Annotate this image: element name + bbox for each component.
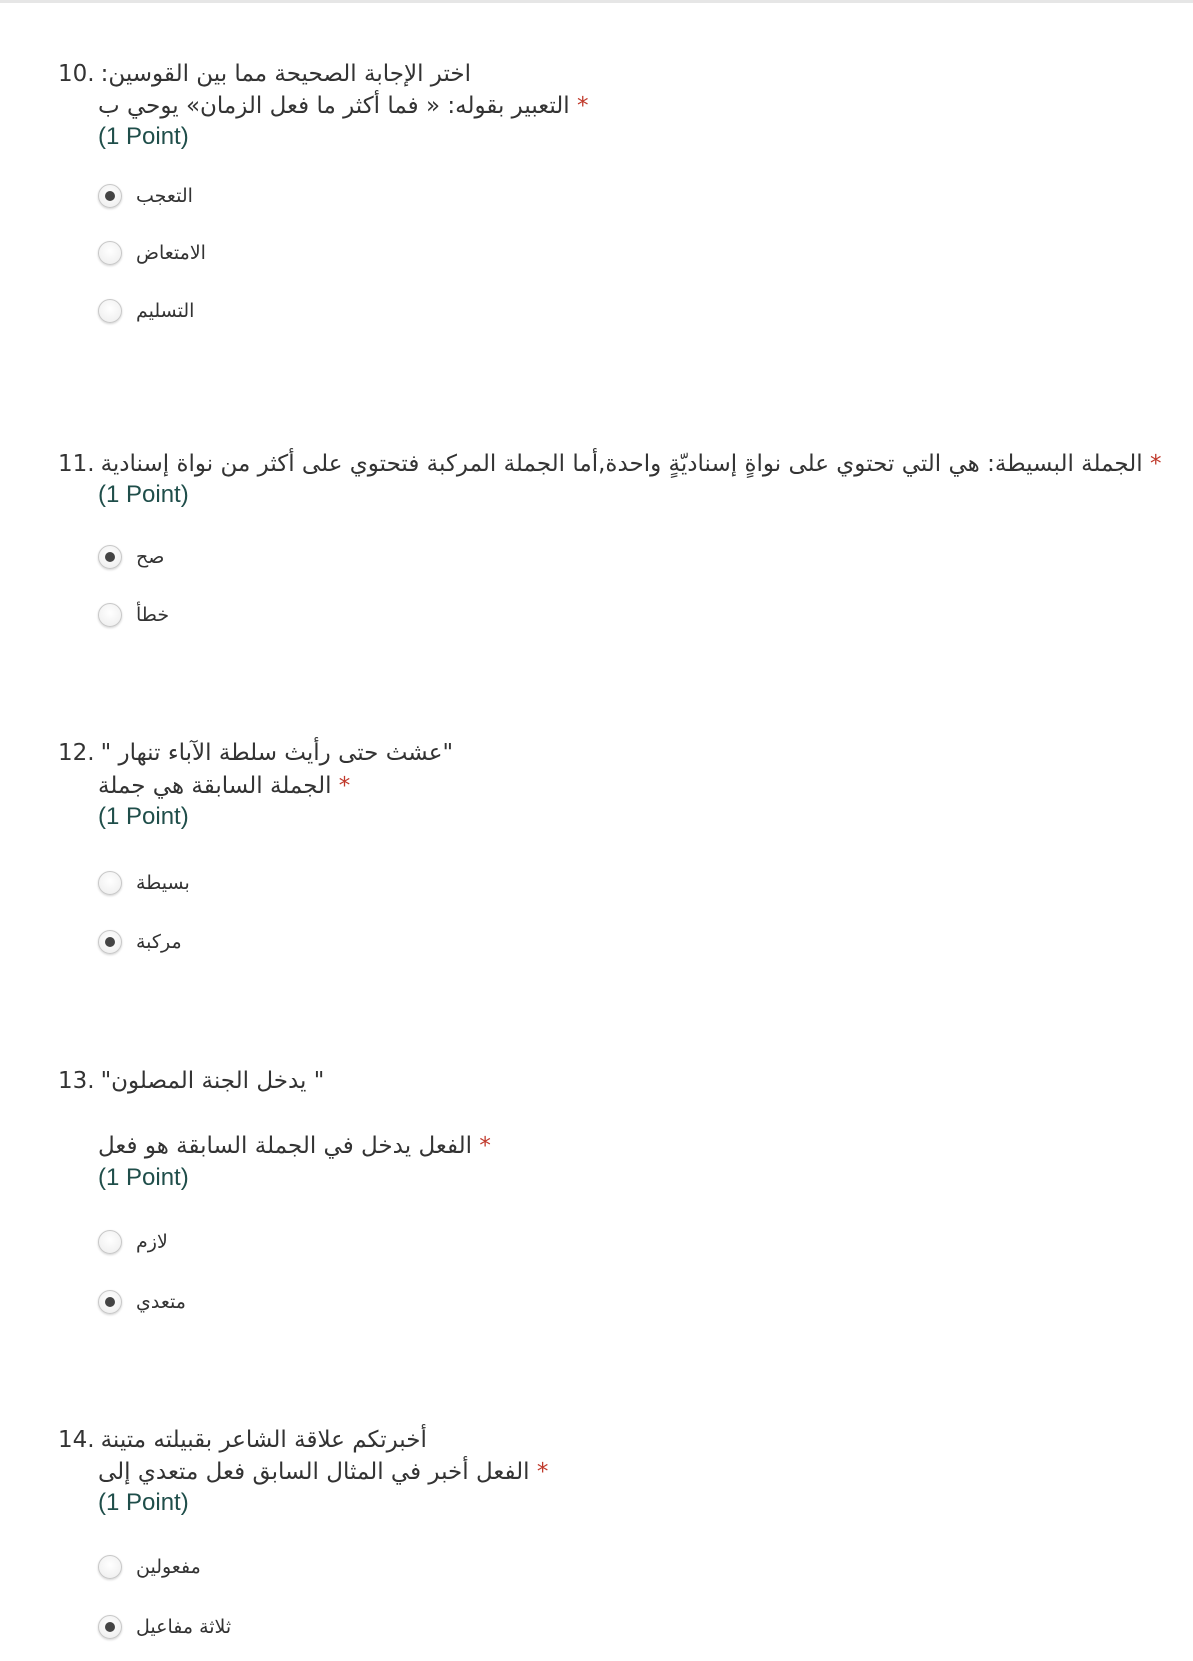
radio-button-checked[interactable] — [98, 930, 122, 954]
option-q10-2[interactable] — [98, 238, 206, 268]
required-mark: * — [536, 1459, 549, 1485]
option-q13-1[interactable] — [98, 1227, 168, 1257]
question-subtext: الفعل يدخل في الجملة السابقة هو فعل — [98, 1133, 472, 1159]
question-title — [58, 1065, 324, 1097]
radio-button[interactable] — [98, 1230, 122, 1254]
question-text: الجملة البسيطة: هي التي تحتوي على نواةٍ إسناديّةٍ واحدة,أما الجملة المركبة فتحتوي على أكثر من نواة إسنادية — [100, 451, 1143, 477]
question-subtext: الفعل أخبر في المثال السابق فعل متعدي إلى — [98, 1459, 530, 1485]
top-divider — [0, 0, 1193, 3]
radio-button-checked[interactable] — [98, 184, 122, 208]
question-title — [58, 1424, 427, 1456]
option-label: مركبة — [136, 931, 182, 953]
option-q11-2[interactable] — [98, 600, 169, 630]
points-label: (1 Point) — [98, 481, 189, 508]
question-number: 10. — [58, 61, 95, 87]
radio-button[interactable] — [98, 603, 122, 627]
question-text: اختر الإجابة الصحيحة مما بين القوسين: — [100, 61, 472, 87]
question-subtext-line — [98, 90, 589, 122]
required-mark: * — [577, 93, 589, 119]
points-label: (1 Point) — [98, 1164, 189, 1191]
option-q12-1[interactable] — [98, 868, 190, 898]
question-subtext-line — [98, 1456, 548, 1488]
question-text: "عشث حتى رأيث سلطة الآباء تنهار " — [100, 740, 454, 766]
option-label: الامتعاض — [136, 242, 206, 264]
question-subtext: التعبير بقوله: « فما أكثر ما فعل الزمان» يوحي ب — [98, 93, 570, 119]
option-q10-1[interactable] — [98, 181, 193, 211]
option-label: التسليم — [136, 300, 195, 322]
option-label: متعدي — [136, 1291, 186, 1313]
option-q14-1[interactable] — [98, 1552, 201, 1582]
radio-button[interactable] — [98, 871, 122, 895]
points-label: (1 Point) — [98, 803, 189, 830]
question-title — [58, 448, 1161, 480]
required-mark: * — [479, 1133, 491, 1159]
question-number: 14. — [58, 1427, 95, 1453]
radio-button-checked[interactable] — [98, 545, 122, 569]
option-label: خطأ — [136, 604, 170, 626]
question-subtext-line — [98, 1130, 491, 1162]
option-q10-3[interactable] — [98, 296, 194, 326]
question-subtext: الجملة السابقة هي جملة — [98, 773, 332, 799]
option-label: صح — [136, 546, 165, 568]
option-label: مفعولين — [136, 1556, 201, 1578]
question-text: أخبرتكم علاقة الشاعر بقبيلته متينة — [100, 1427, 427, 1453]
radio-button-checked[interactable] — [98, 1615, 122, 1639]
option-q11-1[interactable] — [98, 542, 164, 572]
option-q12-2[interactable] — [98, 927, 182, 957]
question-number: 13. — [58, 1068, 95, 1094]
option-label: لازم — [136, 1231, 168, 1253]
points-label: (1 Point) — [98, 1489, 189, 1516]
required-mark: * — [1149, 451, 1162, 477]
question-title — [58, 737, 453, 769]
question-number: 11. — [58, 451, 95, 477]
question-title — [58, 58, 471, 90]
option-q14-2[interactable] — [98, 1612, 231, 1642]
radio-button[interactable] — [98, 299, 122, 323]
points-label: (1 Point) — [98, 123, 189, 150]
question-text: " يدخل الجنة المصلون" — [100, 1068, 325, 1094]
radio-button-checked[interactable] — [98, 1290, 122, 1314]
question-subtext-line — [98, 770, 350, 802]
option-label: بسيطة — [136, 872, 190, 894]
question-number: 12. — [58, 740, 95, 766]
question-text-line — [101, 451, 1162, 477]
radio-button[interactable] — [98, 241, 122, 265]
required-mark: * — [338, 773, 351, 799]
radio-button[interactable] — [98, 1555, 122, 1579]
option-label: التعجب — [136, 185, 193, 207]
option-q13-2[interactable] — [98, 1287, 186, 1317]
option-label: ثلاثة مفاعيل — [136, 1616, 232, 1638]
